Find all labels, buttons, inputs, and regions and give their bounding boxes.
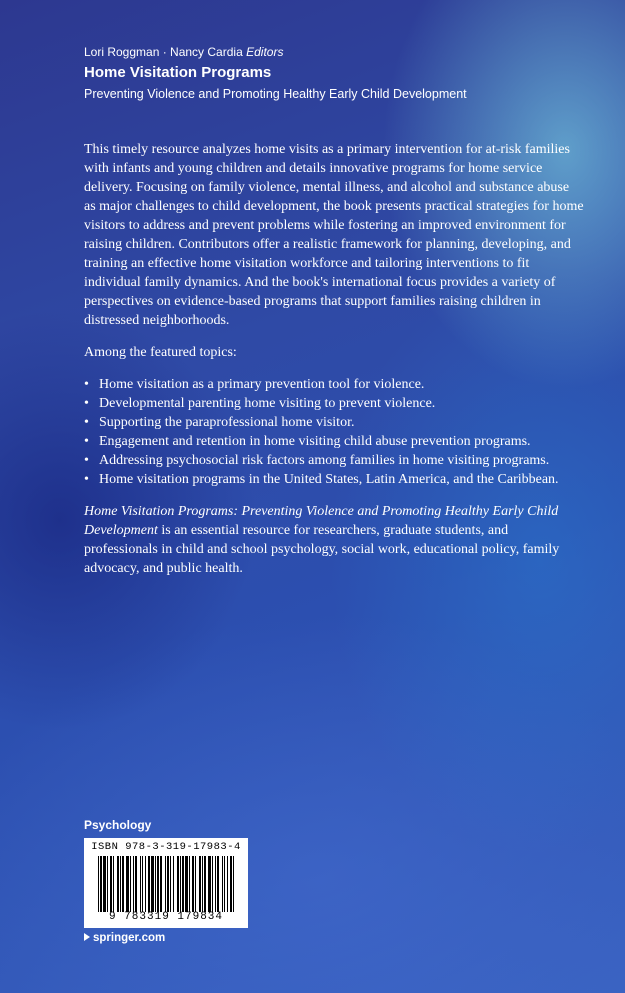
barcode-bar [204,856,206,912]
list-item: • Addressing psychosocial risk factors among families in home visiting programs. [84,451,584,470]
barcode-bar [167,856,169,912]
barcode-bar [199,856,201,912]
topics-heading: Among the featured topics: [84,345,237,360]
barcode-bar [140,856,141,912]
barcode-bar [195,856,196,912]
book-subtitle: Preventing Violence and Promoting Healthy Early Child Development [84,87,467,101]
topics-list [84,375,584,489]
intro-paragraph: This timely resource analyzes home visits as a primary intervention for at-risk families with infants and young children and details innovative programs for home service delivery. Focusing on family violence, mental illness, and alcohol and substance abuse as major challenges to child development, the book presents practical strategies for home visitors to address and prevent problems while fostering an improved environment for raising children. Contributors offer a realistic framework for planning, developing, and training an effective home visitation workforce and tailoring interventions to fit individual family dynamics. And the book's international focus provides a variety of perspectives on evidence-based programs that support families raising children in distressed neighborhoods. [84,142,584,328]
barcode-bar [98,856,99,912]
barcode-bar [173,856,174,912]
closing-paragraph [84,502,584,578]
barcode-bar [227,856,228,912]
barcode-bar [185,856,188,912]
barcode-bar [189,856,190,912]
barcode-bar [155,856,156,912]
closing-text: is an essential resource for researchers, graduate students, and professionals in child and school psychology, social work, educational policy, family advocacy, and public health. [84,523,560,576]
description-text [84,140,584,591]
barcode-bar [215,856,216,912]
barcode-bar [160,856,162,912]
editors-role: Editors [246,45,284,59]
editors-line [84,44,604,60]
list-item: • Home visitation programs in the United States, Latin America, and the Caribbean. [84,470,584,489]
barcode-bar [233,856,234,912]
barcode-bar [151,856,154,912]
list-item: • Home visitation as a primary prevention tool for violence. [84,375,584,394]
editors-names: Lori Roggman · Nancy Cardia [84,45,243,59]
category-label: Psychology [84,818,152,832]
closing-book-title: Home Visitation Programs: Preventing Violence and Promoting Healthy Early Child Development [84,504,559,538]
isbn-text: ISBN 978-3-319-17983-4 [91,841,241,853]
barcode-bar [142,856,143,912]
barcode-bar [212,856,213,912]
barcode-bar [202,856,203,912]
barcode-bar [126,856,129,912]
website-link[interactable] [84,932,165,944]
barcode-bar [192,856,194,912]
list-item: • Supporting the paraprofessional home visitor. [84,413,584,432]
barcode-bar [117,856,119,912]
barcode-bar [208,856,211,912]
barcode-bar [107,856,108,912]
book-title: Home Visitation Programs [84,64,272,81]
barcode-bars [98,856,234,912]
barcode-bar [182,856,184,912]
barcode-bar [180,856,181,912]
list-item: • Developmental parenting home visiting to prevent violence. [84,394,584,413]
cover-header [84,44,604,102]
barcode-bar [170,856,171,912]
barcode-bar [133,856,134,912]
barcode-bar [224,856,225,912]
barcode [84,838,248,928]
barcode-bar [157,856,159,912]
barcode-digits: 9 783319 179834 [108,911,224,923]
barcode-bar [165,856,166,912]
website-label: springer.com [93,932,166,944]
barcode-bar [103,856,106,912]
barcode-bar [135,856,137,912]
barcode-bar [222,856,223,912]
barcode-bar [120,856,121,912]
list-item: • Engagement and retention in home visiting child abuse prevention programs. [84,432,584,451]
barcode-bar [110,856,112,912]
barcode-bar [130,856,131,912]
barcode-bar [145,856,146,912]
barcode-bar [113,856,114,912]
barcode-bar [230,856,232,912]
barcode-bar [177,856,179,912]
barcode-bar [122,856,124,912]
arrow-right-icon [84,933,90,941]
barcode-bar [217,856,219,912]
barcode-bar [100,856,102,912]
barcode-bar [148,856,150,912]
